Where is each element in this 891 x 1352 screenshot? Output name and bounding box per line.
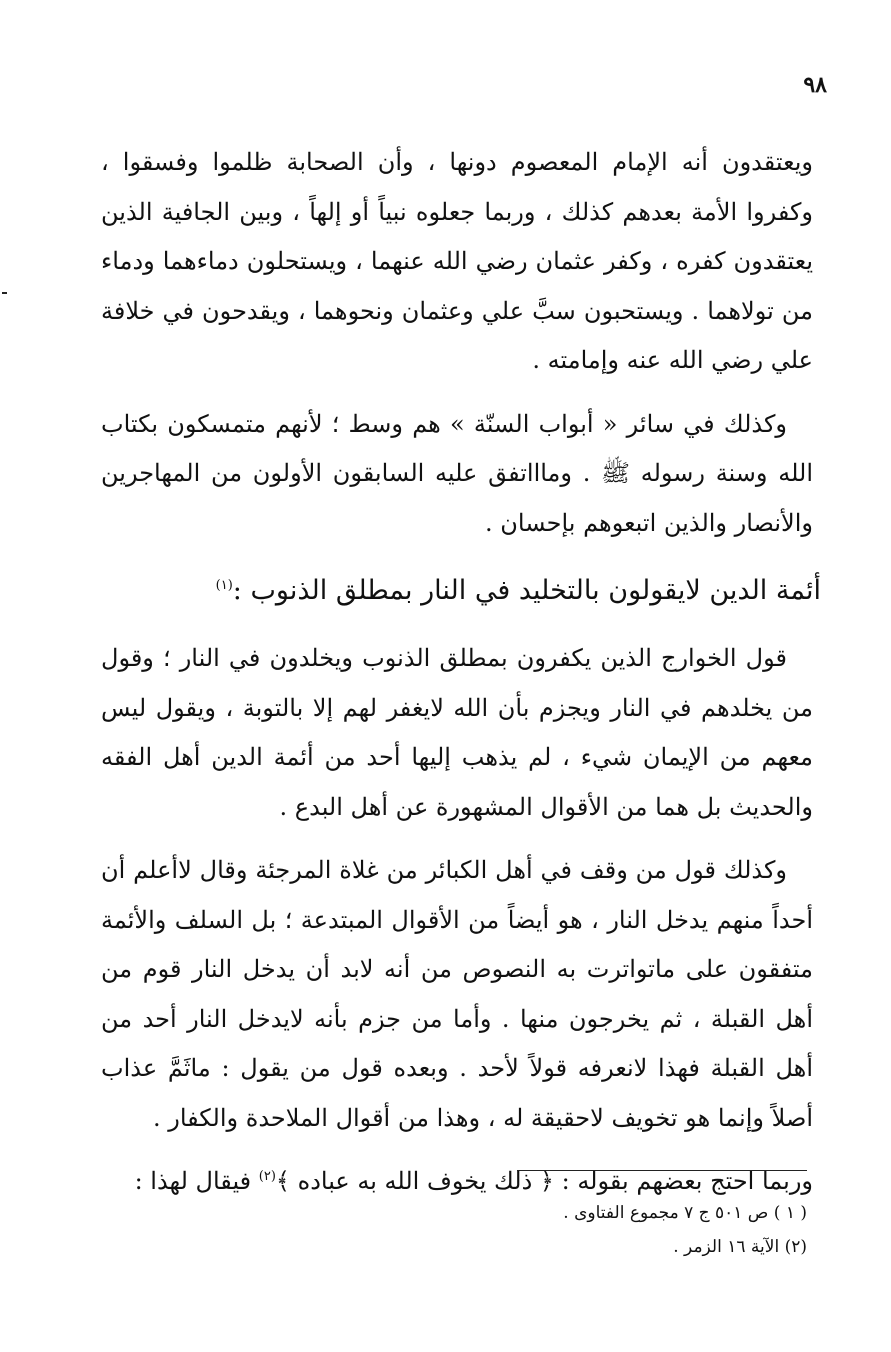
paragraph-5-end: فيقال لهذا : <box>134 1167 259 1195</box>
paragraph-4: وكذلك قول من وقف في أهل الكبائر من غلاة المرجئة وقال لاأعلم أن أحداً منهم يدخل النار ، هو أيضاً من الأقوال المبتدعة ؛ بل السلف والأئمة متفقون على ماتواترت به النصوص من أنه لابد أن يدخل النار قوم من أهل القبلة ، ثم يخرجون منها . وأما من جزم بأنه لايدخل النار أحد من أهل القبلة فهذا لانعرفه قولاً لأحد . وبعده قول من يقول : ماثَمَّ عذاب أصلاً وإنما هو تخويف لاحقيقة له ، وهذا من أقوال الملاحدة والكفار . <box>101 856 813 1132</box>
paragraph-3: قول الخوارج الذين يكفرون بمطلق الذنوب ويخلدون في النار ؛ وقول من يخلدهم في النار ويجزم بأن الله لايغفر لهم إلا بالتوبة ، ويقول ليس معهم من الإيمان شيء ، لم يذهب إليها أحد من أئمة الدين أهل الفقه والحديث بل هما من الأقوال المشهورة عن أهل البدع . <box>101 644 813 821</box>
margin-mark <box>2 292 7 294</box>
section-heading-text: أئمة الدين لايقولون بالتخليد في النار بمطلق الذنوب : <box>232 575 821 606</box>
paragraph-2: وكذلك في سائر « أبواب السنّة » هم وسط ؛ لأنهم متمسكون بكتاب الله وسنة رسوله ﷺ . وماااتفق عليه السابقون الأولون من المهاجرين والأنصار والذين اتبعوهم بإحسان . <box>101 409 813 537</box>
section-heading <box>101 566 821 616</box>
footnote-1: ( ١ ) ص ٥٠١ ج ٧ مجموع الفتاوى . <box>563 1203 807 1223</box>
footnote-2: (٢) الآية ١٦ الزمر . <box>673 1237 807 1257</box>
footnote-ref-1[interactable]: (١) <box>215 578 233 593</box>
page-number: ٩٨ <box>803 72 827 98</box>
footnote-ref-2[interactable]: (٢) <box>258 1169 276 1184</box>
main-text <box>101 138 821 1207</box>
paragraph-5-start: وربما احتج بعضهم بقوله : ﴿ ذلك يخوف الله به عباده ﴾ <box>275 1167 813 1195</box>
footnotes <box>107 1196 807 1264</box>
paragraph-1: ويعتقدون أنه الإمام المعصوم دونها ، وأن الصحابة ظلموا وفسقوا ، وكفروا الأمة بعدهم كذلك ، وربما جعلوه نبياً أو إلهاً ، وبين الجافية الذين يعتقدون كفره ، وكفر عثمان رضي الله عنهما ، ويستحلون دماءهما ودماء من تولاهما . ويستحبون سبَّ علي وعثمان ونحوهما ، ويقدحون في خلافة علي رضي الله عنه وإمامته . <box>101 148 813 374</box>
footnote-divider <box>517 1170 807 1171</box>
